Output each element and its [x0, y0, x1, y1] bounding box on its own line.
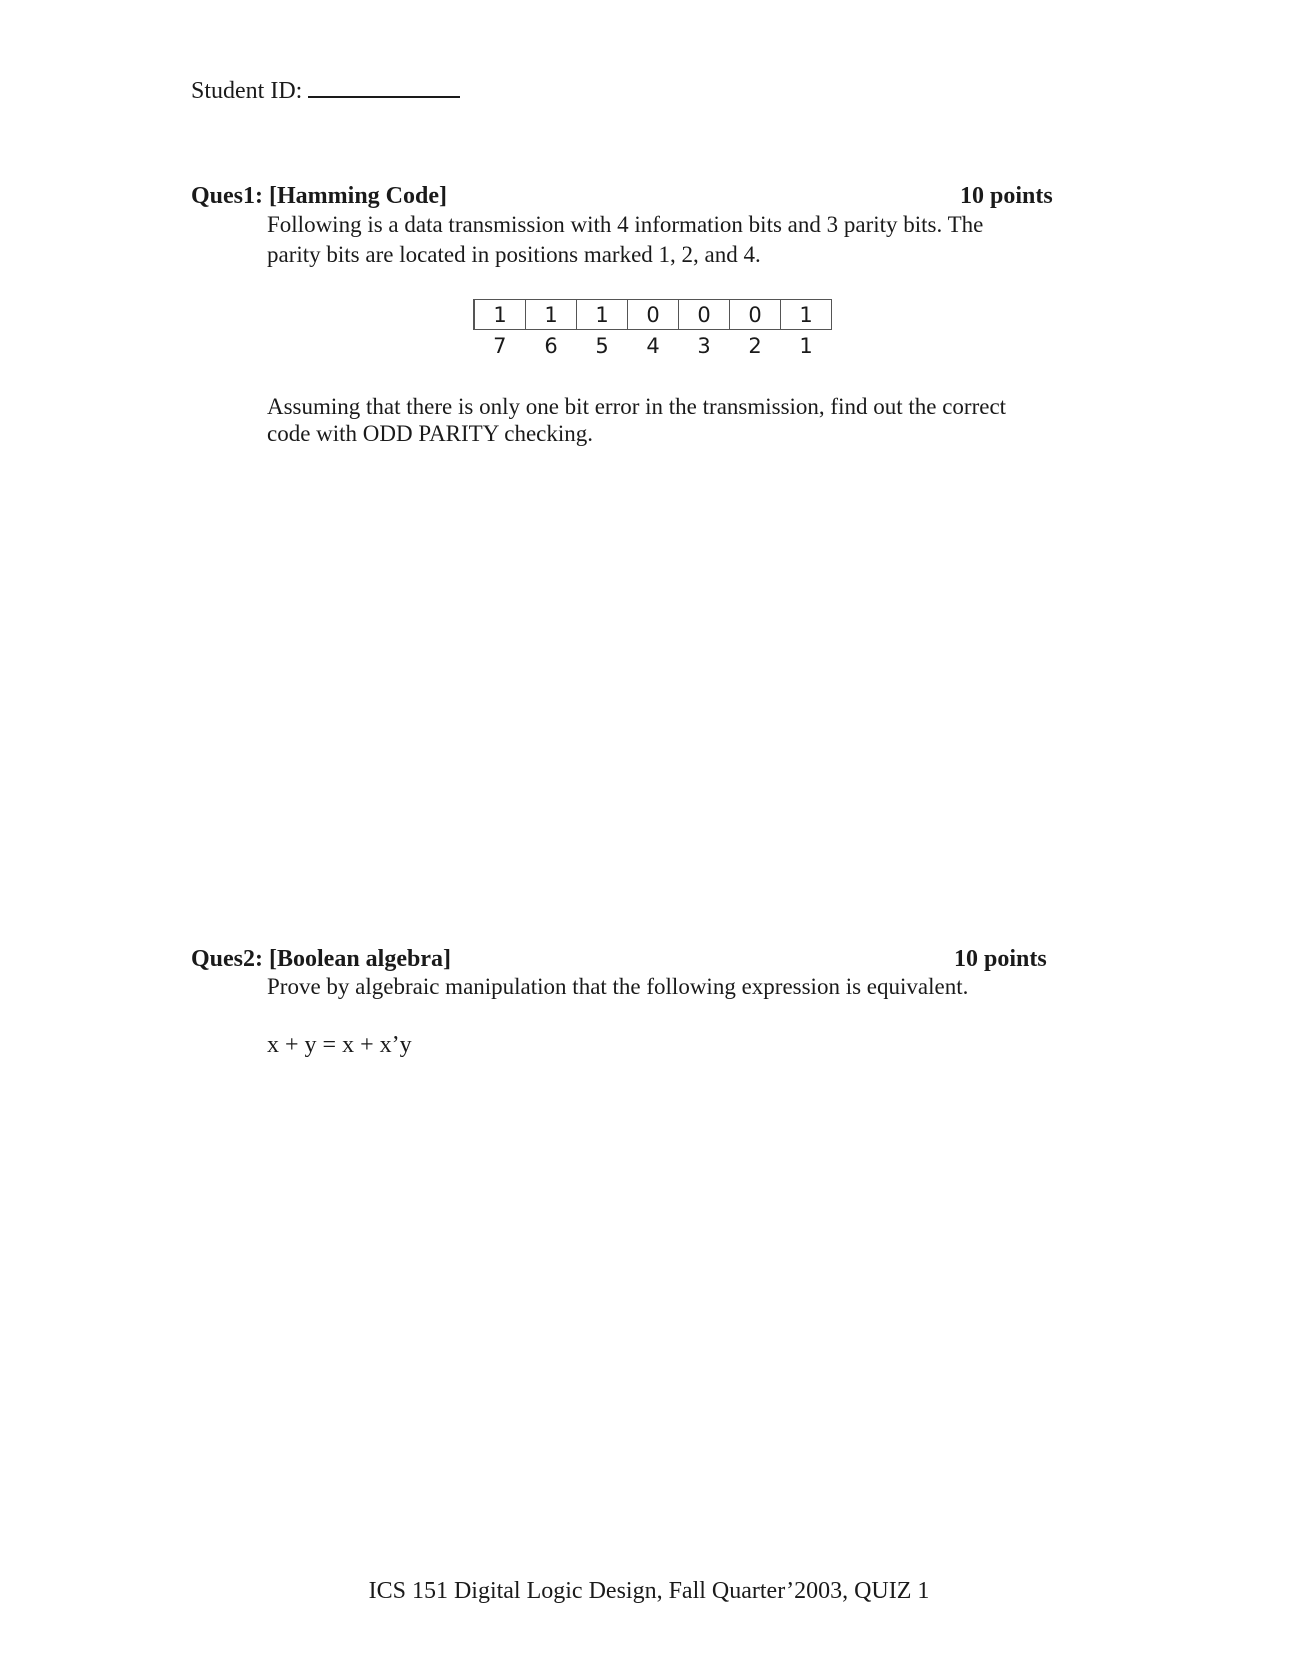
student-id-blank[interactable]: [308, 76, 460, 98]
positions-row: [474, 330, 832, 363]
q2-expression: x + y = x + x’y: [267, 1032, 412, 1058]
student-id-label: Student ID:: [191, 78, 303, 104]
bit-cell: 1: [577, 300, 628, 330]
position-label: 2: [748, 334, 762, 358]
page-footer: ICS 151 Digital Logic Design, Fall Quarter’2003, QUIZ 1: [368, 1578, 930, 1604]
q1-text-line-4: code with ODD PARITY checking.: [267, 421, 593, 446]
hamming-bits-table: [473, 299, 832, 362]
bit-cell: 1: [526, 300, 577, 330]
student-id-field: [191, 76, 460, 106]
bit-cell: 0: [628, 300, 679, 330]
position-label: 7: [493, 334, 507, 358]
position-label: 4: [646, 334, 660, 358]
q1-text-line-1: Following is a data transmission with 4 information bits and 3 parity bits. The: [267, 212, 984, 237]
position-label: 6: [544, 334, 558, 358]
q1-points: 10 points: [960, 183, 1053, 209]
bits-row: [474, 300, 832, 330]
q1-text-line-2: parity bits are located in positions marked 1, 2, and 4.: [267, 242, 761, 267]
bit-cell: 0: [730, 300, 781, 330]
q2-points: 10 points: [954, 946, 1047, 972]
q1-text-line-3: Assuming that there is only one bit error in the transmission, find out the correct: [267, 394, 1007, 419]
position-label: 3: [697, 334, 711, 358]
bit-cell: 0: [679, 300, 730, 330]
q2-title: Ques2: [Boolean algebra]: [191, 946, 451, 972]
q2-text-line-1: Prove by algebraic manipulation that the following expression is equivalent.: [267, 974, 969, 999]
bit-cell: 1: [781, 300, 832, 330]
bit-cell: 1: [474, 300, 526, 330]
q1-title: Ques1: [Hamming Code]: [191, 183, 447, 209]
position-label: 1: [799, 334, 813, 358]
position-label: 5: [595, 334, 609, 358]
